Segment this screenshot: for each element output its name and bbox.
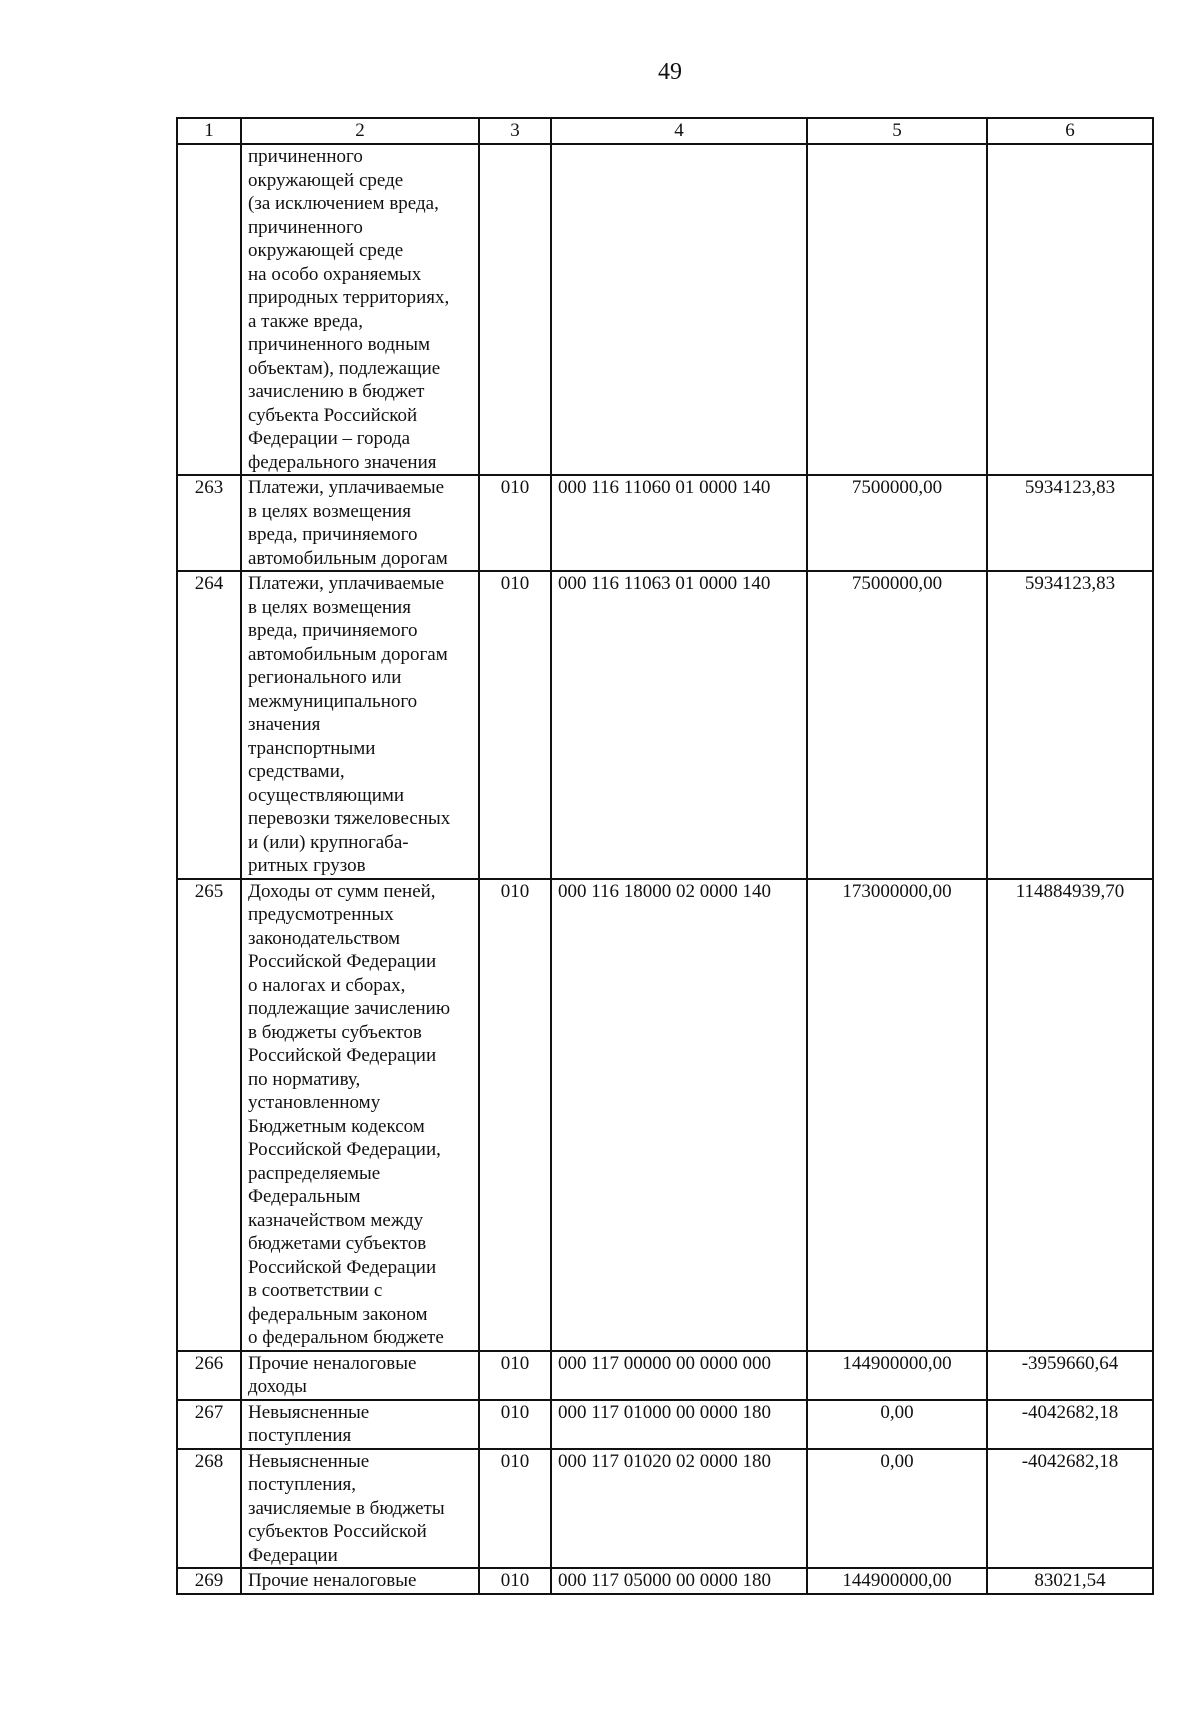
header-cell-5: 5	[807, 118, 987, 144]
admin-code	[479, 144, 551, 475]
budget-classification-code: 000 116 11063 01 0000 140	[551, 571, 807, 879]
budget-classification-code: 000 117 01020 02 0000 180	[551, 1449, 807, 1569]
revenue-name-text: Платежи, уплачиваемые в целях возмещения вреда, причиняемого автомобильным дорогам	[248, 477, 448, 569]
budget-classification-code: 000 116 11060 01 0000 140	[551, 475, 807, 571]
table-row	[177, 879, 1153, 1351]
budget-classification-code: 000 117 00000 00 0000 000	[551, 1351, 807, 1400]
header-cell-1: 1	[177, 118, 241, 144]
revenue-name	[241, 1449, 479, 1569]
revenue-name	[241, 475, 479, 571]
admin-code: 010	[479, 475, 551, 571]
revenue-name	[241, 879, 479, 1351]
revenue-name-text: Невыясненные поступления, зачисляемые в бюджеты субъектов Российской Федерации	[248, 1450, 445, 1566]
table-body	[177, 118, 1153, 1594]
approved-amount: 7500000,00	[807, 571, 987, 879]
approved-amount: 0,00	[807, 1400, 987, 1449]
row-number: 269	[177, 1568, 241, 1594]
table-row	[177, 1568, 1153, 1594]
admin-code: 010	[479, 1568, 551, 1594]
approved-amount: 144900000,00	[807, 1568, 987, 1594]
admin-code: 010	[479, 1351, 551, 1400]
revenue-name	[241, 1351, 479, 1400]
revenue-name-text: Платежи, уплачиваемые в целях возмещения вреда, причиняемого автомобильным дорогам регионального или межмуниципального значения транспортными средствами, осуществляющими перевозки тяжеловесных и (или) крупногаба- ритных грузов	[248, 573, 451, 876]
revenue-name-text: Невыясненные поступления	[248, 1401, 370, 1446]
budget-classification-code	[551, 144, 807, 475]
page-number: 49	[658, 59, 682, 85]
revenue-name	[241, 571, 479, 879]
revenue-name-text: Доходы от сумм пеней, предусмотренных законодательством Российской Федерации о налогах и сборах, подлежащие зачислению в бюджеты субъектов Российской Федерации по нормативу, установленному Бюджетным кодексом Российской Федерации, распределяемые Федеральным казначейством между бюджетами субъектов Российской Федерации в соответствии с федеральным законом о федеральном бюджете	[248, 880, 451, 1348]
table-row	[177, 1400, 1153, 1449]
table-row	[177, 144, 1153, 475]
executed-amount: 5934123,83	[987, 475, 1153, 571]
approved-amount: 0,00	[807, 1449, 987, 1569]
executed-amount: 83021,54	[987, 1568, 1153, 1594]
executed-amount	[987, 144, 1153, 475]
revenue-name	[241, 1568, 479, 1594]
row-number: 267	[177, 1400, 241, 1449]
approved-amount: 144900000,00	[807, 1351, 987, 1400]
row-number: 268	[177, 1449, 241, 1569]
row-number: 264	[177, 571, 241, 879]
table-header-row	[177, 118, 1153, 144]
table-row	[177, 571, 1153, 879]
revenue-table	[176, 117, 1154, 1595]
revenue-name-text: Прочие неналоговые	[248, 1570, 417, 1591]
table-row	[177, 475, 1153, 571]
header-cell-3: 3	[479, 118, 551, 144]
admin-code: 010	[479, 1449, 551, 1569]
row-number: 266	[177, 1351, 241, 1400]
header-cell-4: 4	[551, 118, 807, 144]
header-cell-2: 2	[241, 118, 479, 144]
row-number: 265	[177, 879, 241, 1351]
admin-code: 010	[479, 879, 551, 1351]
revenue-name-text: Прочие неналоговые доходы	[248, 1352, 417, 1397]
executed-amount: -3959660,64	[987, 1351, 1153, 1400]
admin-code: 010	[479, 571, 551, 879]
executed-amount: -4042682,18	[987, 1400, 1153, 1449]
revenue-name	[241, 1400, 479, 1449]
budget-classification-code: 000 117 01000 00 0000 180	[551, 1400, 807, 1449]
executed-amount: 114884939,70	[987, 879, 1153, 1351]
header-cell-6: 6	[987, 118, 1153, 144]
approved-amount: 7500000,00	[807, 475, 987, 571]
row-number	[177, 144, 241, 475]
admin-code: 010	[479, 1400, 551, 1449]
approved-amount: 173000000,00	[807, 879, 987, 1351]
table-row	[177, 1351, 1153, 1400]
budget-classification-code: 000 117 05000 00 0000 180	[551, 1568, 807, 1594]
executed-amount: 5934123,83	[987, 571, 1153, 879]
budget-classification-code: 000 116 18000 02 0000 140	[551, 879, 807, 1351]
row-number: 263	[177, 475, 241, 571]
executed-amount: -4042682,18	[987, 1449, 1153, 1569]
approved-amount	[807, 144, 987, 475]
revenue-name-text: причиненного окружающей среде (за исключением вреда, причиненного окружающей среде на особо охраняемых природных территориях, а также вреда, причиненного водным объектам), подлежащие зачислению в бюджет субъекта Российской Федерации – города федерального значения	[248, 146, 450, 473]
revenue-name	[241, 144, 479, 475]
table-row	[177, 1449, 1153, 1569]
